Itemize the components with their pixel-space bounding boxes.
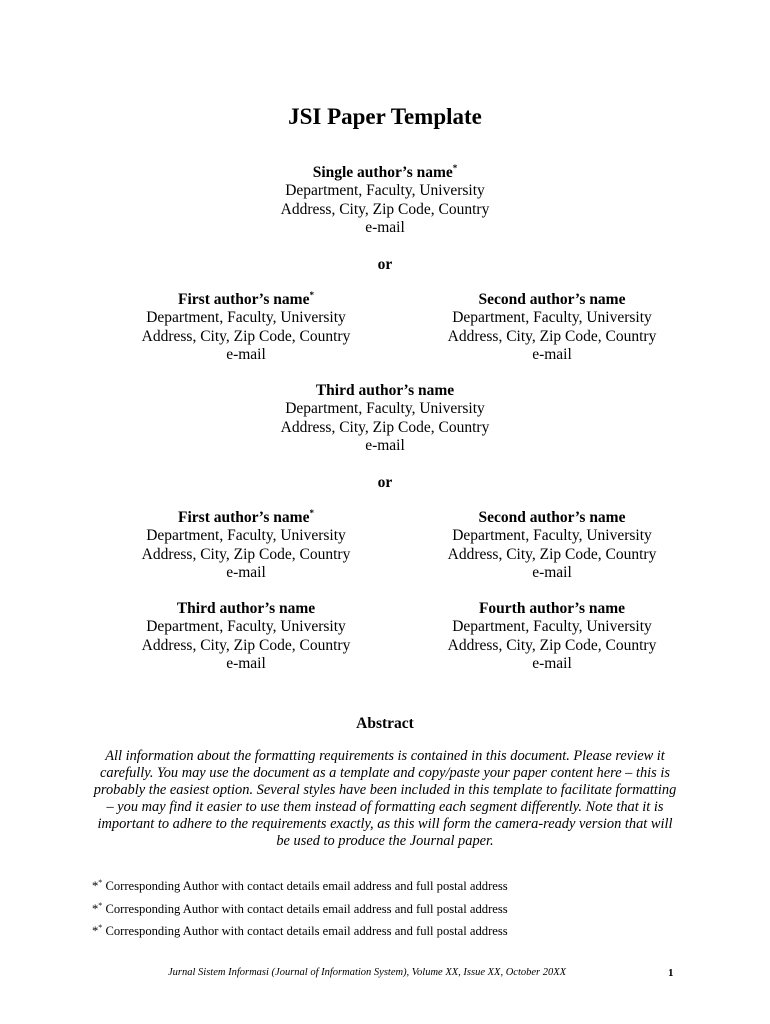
or-separator: or [377, 256, 393, 273]
footnote: ** Corresponding Author with contact details email address and full postal address [92, 878, 508, 893]
abstract-heading: Abstract [356, 715, 414, 732]
author-email: e-mail [226, 345, 266, 363]
author-name: Third author’s name [176, 600, 316, 617]
author-name: Fourth author’s name [478, 600, 626, 617]
author-address: Address, City, Zip Code, Country [280, 418, 490, 436]
author-email: e-mail [532, 563, 572, 581]
author-name: First author’s name* [178, 290, 314, 308]
or-separator: or [377, 474, 393, 491]
author-address: Address, City, Zip Code, Country [280, 200, 490, 218]
footnotes [92, 875, 692, 943]
page-number: 1 [668, 967, 674, 979]
author-email: e-mail [226, 563, 266, 581]
author-department: Department, Faculty, University [285, 400, 485, 418]
author-name: Second author’s name [478, 291, 626, 308]
abstract-body: All information about the formatting requirements is contained in this document. Please review it carefully. You may use the document as a template and copy/paste your paper content here – this is probably the easiest option. Several styles have been included in this template to facilitate formatting – you may find it easier to use them instead of formatting each segment differently. Note that it is important to adhere to the requirements exactly, as this will form the camera-ready version that will be used to produce the Journal paper. [93, 748, 677, 849]
author-department: Department, Faculty, University [285, 182, 485, 200]
author-name: Second author’s name [478, 509, 626, 526]
author-email: e-mail [365, 436, 405, 454]
author-email: e-mail [226, 654, 266, 672]
third-author-block [96, 600, 396, 673]
author-name: First author’s name* [178, 508, 314, 526]
fourth-author-block [402, 600, 702, 673]
author-name: Third author’s name [315, 382, 455, 399]
author-email: e-mail [532, 654, 572, 672]
single-author-block [235, 164, 535, 237]
author-name: Single author’s name* [312, 163, 458, 181]
author-address: Address, City, Zip Code, Country [141, 545, 351, 563]
first-author-block [96, 291, 396, 364]
footnote: ** Corresponding Author with contact details email address and full postal address [92, 900, 508, 916]
second-author-block [402, 509, 702, 582]
first-author-block [96, 509, 396, 582]
third-author-block [235, 382, 535, 455]
author-address: Address, City, Zip Code, Country [447, 327, 657, 345]
author-department: Department, Faculty, University [146, 309, 346, 327]
paper-title: JSI Paper Template [288, 104, 482, 129]
author-address: Address, City, Zip Code, Country [447, 545, 657, 563]
footnote: ** Corresponding Author with contact details email address and full postal address [92, 923, 508, 939]
author-department: Department, Faculty, University [146, 618, 346, 636]
author-address: Address, City, Zip Code, Country [141, 636, 351, 654]
author-department: Department, Faculty, University [452, 309, 652, 327]
second-author-block [402, 291, 702, 364]
author-address: Address, City, Zip Code, Country [447, 636, 657, 654]
author-email: e-mail [532, 345, 572, 363]
author-address: Address, City, Zip Code, Country [141, 327, 351, 345]
author-department: Department, Faculty, University [452, 618, 652, 636]
journal-footer: Jurnal Sistem Informasi (Journal of Information System), Volume XX, Issue XX, October 20XX [168, 967, 567, 978]
author-department: Department, Faculty, University [146, 527, 346, 545]
author-department: Department, Faculty, University [452, 527, 652, 545]
author-email: e-mail [365, 218, 405, 236]
